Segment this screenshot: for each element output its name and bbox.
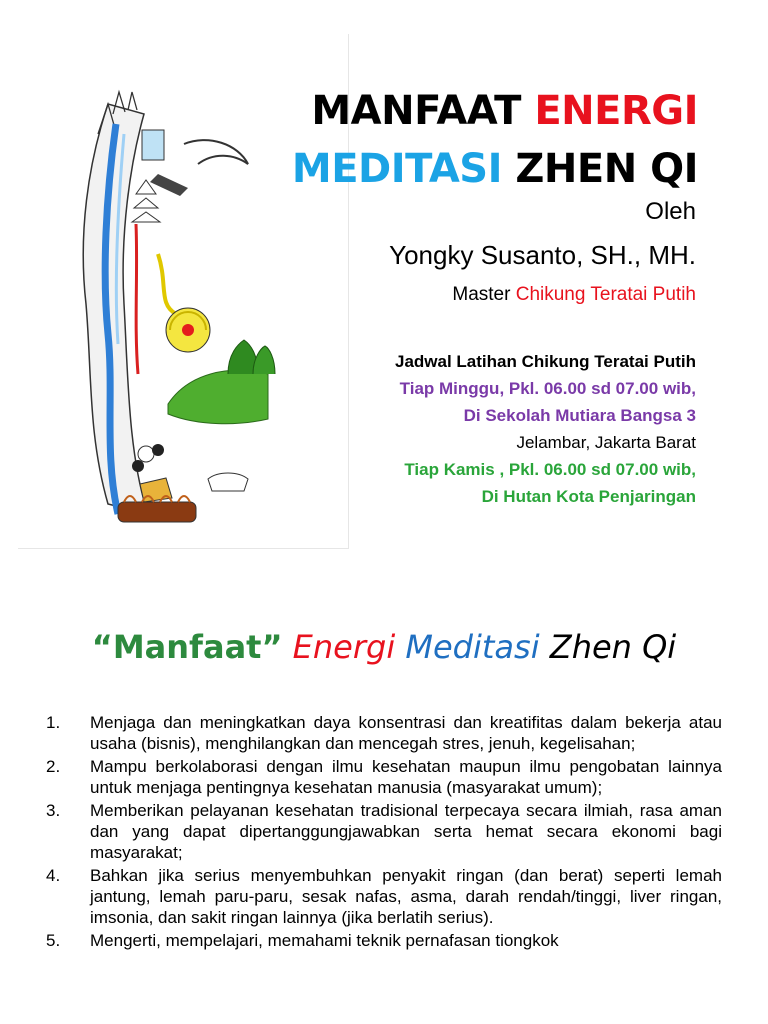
list-item [46, 800, 722, 863]
item-number: 4. [46, 866, 61, 885]
schedule-sunday-time: Tiap Minggu, Pkl. 06.00 sd 07.00 wib, [399, 379, 696, 398]
slide-title [292, 82, 698, 198]
item-number: 5. [46, 931, 61, 950]
title-word-zhen-qi: Zhen Qi [549, 628, 677, 666]
list-item [46, 756, 722, 798]
list-item [46, 930, 722, 951]
item-number: 2. [46, 757, 61, 776]
item-number: 3. [46, 801, 61, 820]
title-line-1 [292, 82, 698, 140]
meditation-illustration [58, 74, 298, 534]
master-prefix: Master [452, 284, 511, 305]
item-text: Bahkan jika serius menyembuhkan penyakit ringan (dan berat) seperti lemah jantung, lemah paru-paru, sesak nafas, asma, darah rendah/tinggi, liver ringan, imsonia, dan sakit ringan lainnya (jika berlatih serius). [90, 866, 722, 927]
item-text: Menjaga dan meningkatkan daya konsentrasi dan kreatifitas dalam bekerja atau usaha (bisnis), menghilangkan dan mencegah stres, jenuh, kegelisahan; [90, 713, 722, 753]
title-word-meditasi: Meditasi [405, 628, 540, 666]
author-name: Yongky Susanto, SH., MH. [389, 240, 696, 270]
master-organization: Chikung Teratai Putih [515, 284, 696, 305]
training-schedule [395, 348, 696, 510]
title-quote-open: “ [91, 628, 113, 666]
schedule-thursday-place: Di Hutan Kota Penjaringan [481, 487, 696, 506]
item-text: Mampu berkolaborasi dengan ilmu kesehatan maupun ilmu pengobatan lainnya untuk menjaga pentingnya kesehatan manusia (masyarakat umum); [90, 757, 722, 797]
schedule-sunday-place: Di Sekolah Mutiara Bangsa 3 [463, 406, 696, 425]
title-quote-close: ” [261, 628, 283, 666]
list-item [46, 865, 722, 928]
schedule-thursday-time: Tiap Kamis , Pkl. 06.00 sd 07.00 wib, [404, 460, 696, 479]
benefits-title [0, 628, 768, 666]
schedule-heading: Jadwal Latihan Chikung Teratai Putih [394, 352, 696, 371]
schedule-sunday-area: Jelambar, Jakarta Barat [516, 433, 696, 452]
benefits-slide [0, 580, 768, 1024]
title-word-manfaat: Manfaat [112, 628, 262, 666]
list-item [46, 712, 722, 754]
item-number: 1. [46, 713, 61, 732]
benefits-list [46, 712, 722, 953]
title-word-meditasi: MEDITASI [291, 146, 502, 192]
title-line-2 [292, 140, 698, 198]
title-word-zhen-qi: ZHEN QI [515, 146, 698, 192]
title-word-energi: ENERGI [534, 88, 698, 134]
item-text: Mengerti, mempelajari, memahami teknik pernafasan tiongkok [90, 931, 559, 950]
title-word-manfaat: MANFAAT [311, 88, 521, 134]
by-label: Oleh [645, 198, 696, 225]
title-word-energi: Energi [292, 628, 396, 666]
item-text: Memberikan pelayanan kesehatan tradisional terpecaya secara ilmiah, rasa aman dan yang dapat dipertanggungjawabkan serta hemat secara ekonomi bagi masyarakat; [90, 801, 722, 862]
master-title [452, 284, 696, 306]
